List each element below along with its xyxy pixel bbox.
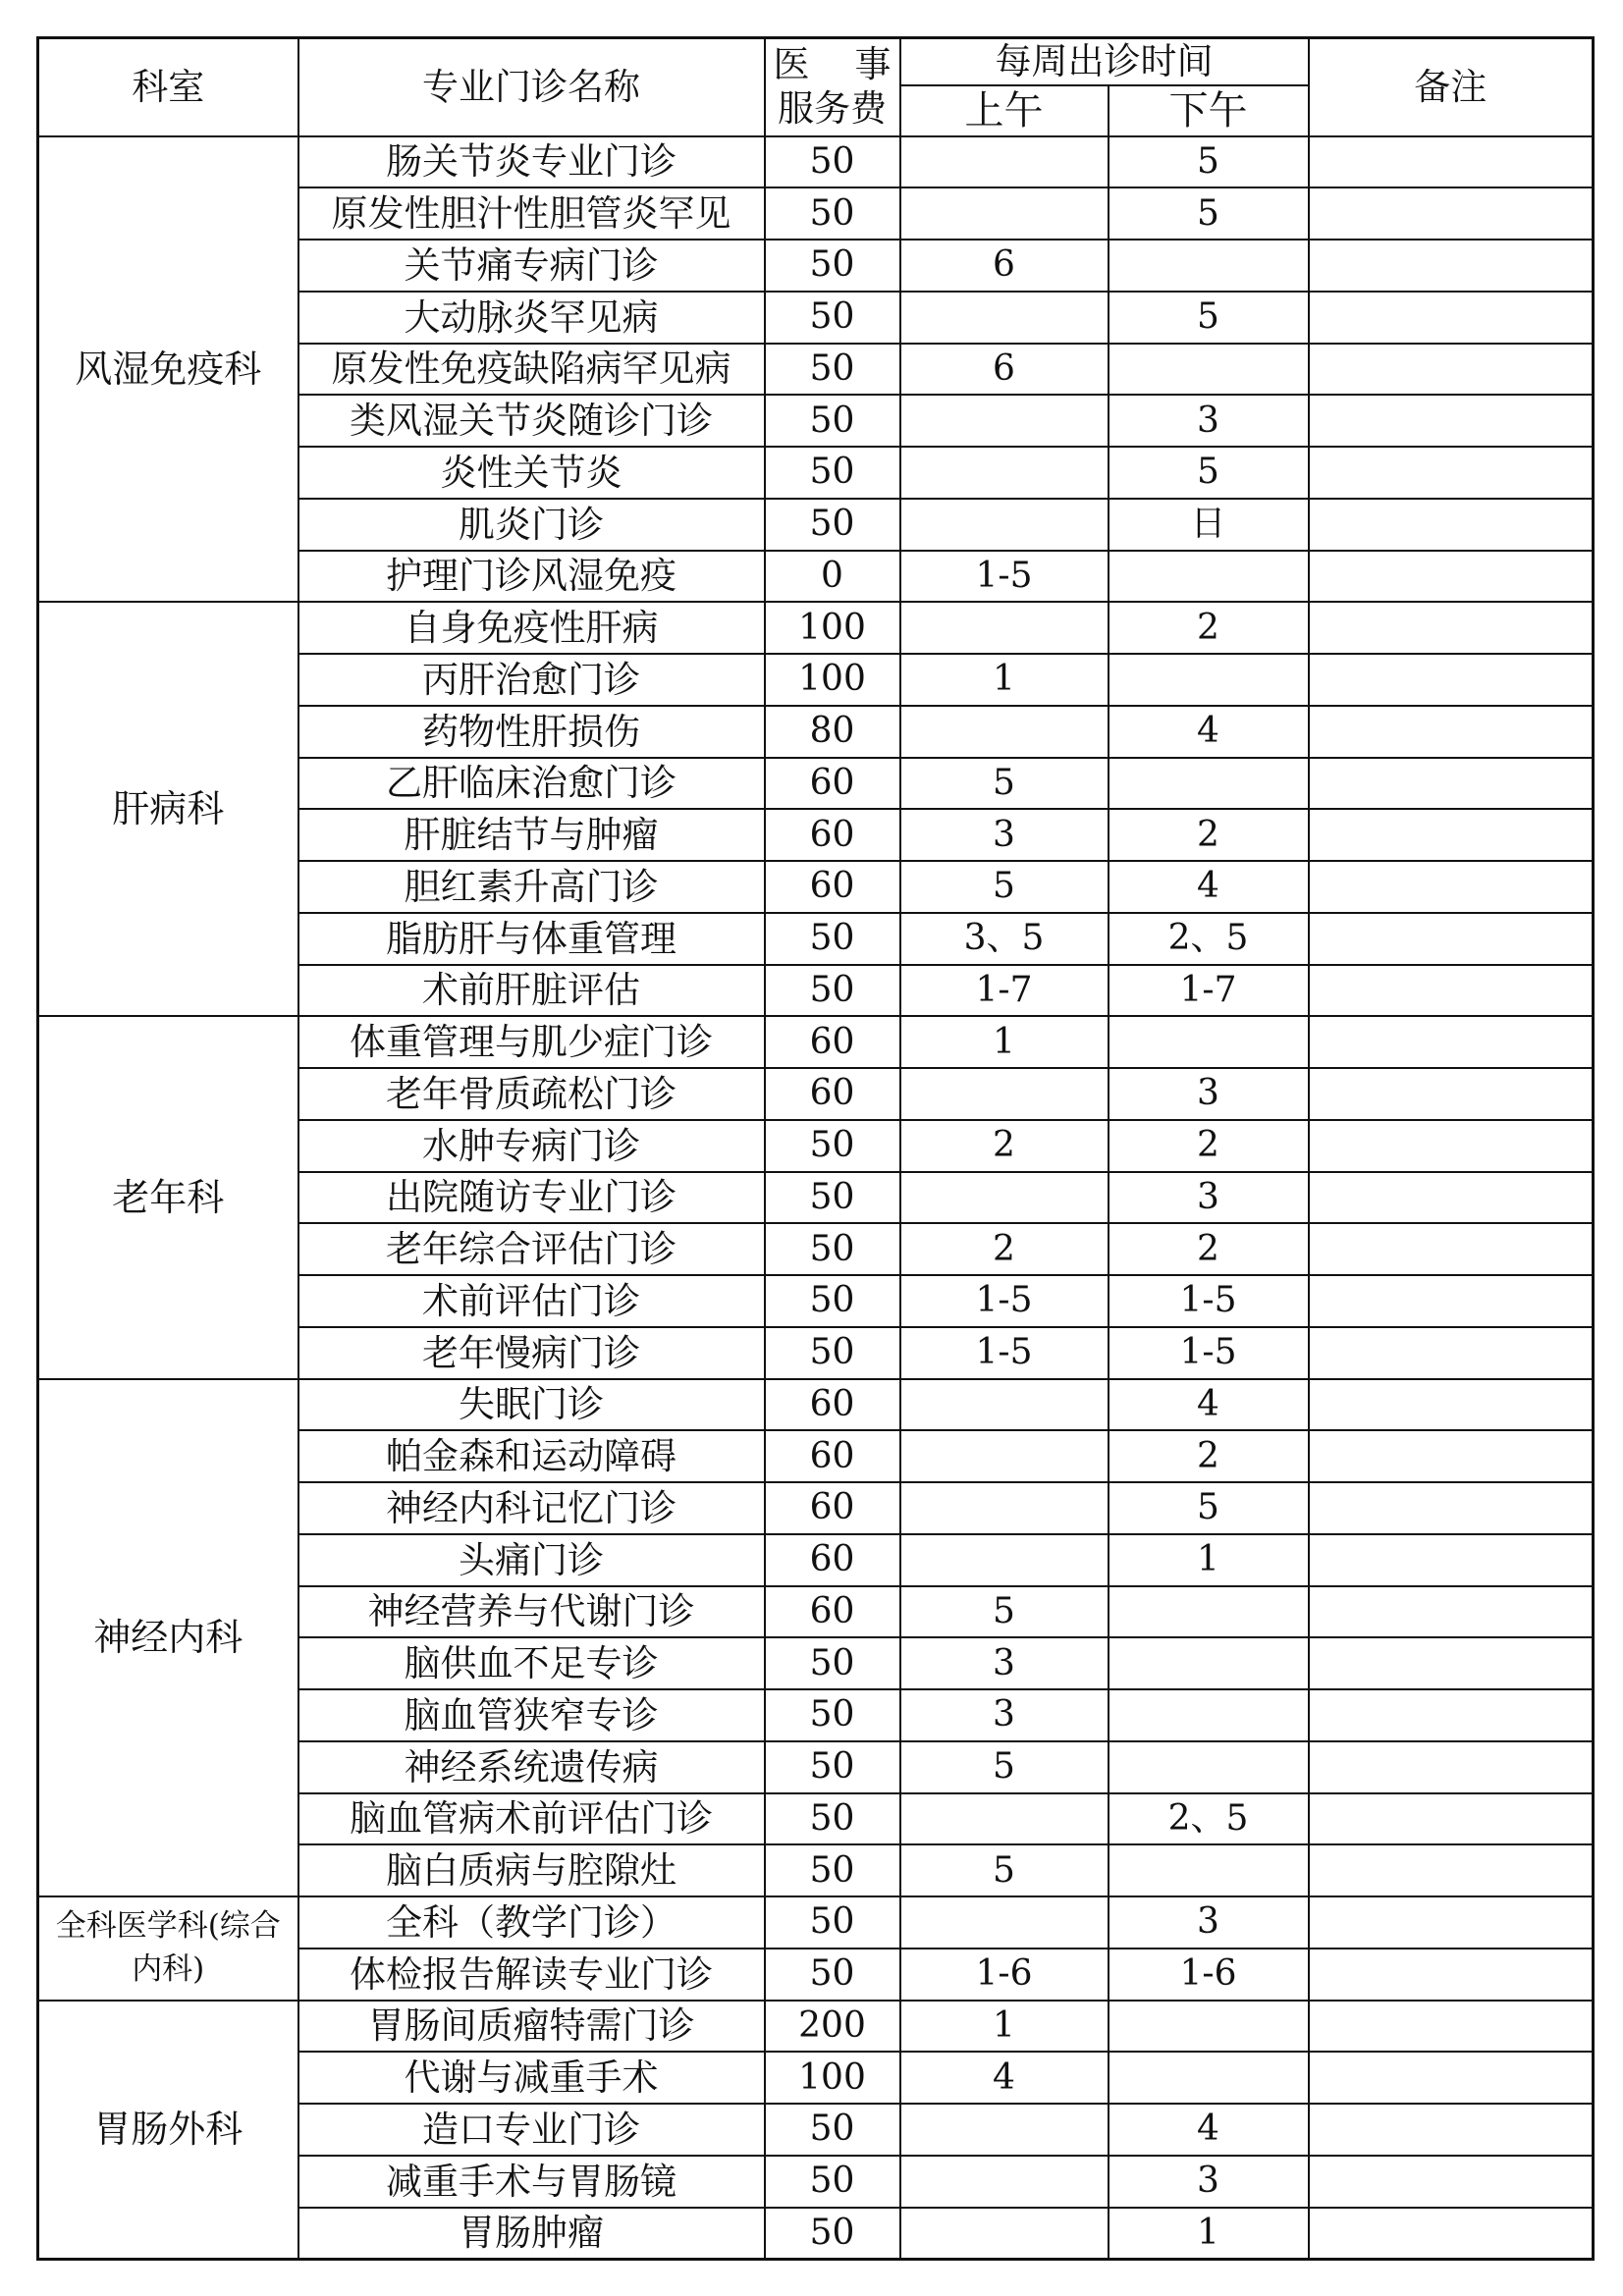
clinic-name-cell: 老年慢病门诊 <box>298 1327 765 1379</box>
clinic-name-cell: 全科（教学门诊） <box>298 1896 765 1949</box>
service-fee-cell: 50 <box>765 1172 900 1224</box>
afternoon-schedule-cell: 2 <box>1109 602 1309 654</box>
morning-schedule-cell: 1-5 <box>900 551 1109 603</box>
note-cell <box>1309 499 1594 551</box>
afternoon-schedule-cell: 2、5 <box>1109 913 1309 965</box>
morning-schedule-cell <box>900 2156 1109 2208</box>
afternoon-schedule-cell <box>1109 1741 1309 1793</box>
header-department: 科室 <box>38 38 298 136</box>
afternoon-schedule-cell: 3 <box>1109 1068 1309 1120</box>
department-cell: 胃肠外科 <box>38 2001 298 2260</box>
note-cell <box>1309 1534 1594 1586</box>
afternoon-schedule-cell: 2 <box>1109 1120 1309 1172</box>
afternoon-schedule-cell: 1 <box>1109 2208 1309 2260</box>
table-row <box>38 1896 1594 1949</box>
note-cell <box>1309 240 1594 292</box>
morning-schedule-cell <box>900 2104 1109 2156</box>
morning-schedule-cell: 1 <box>900 654 1109 706</box>
header-morning: 上午 <box>900 85 1109 136</box>
note-cell <box>1309 1689 1594 1741</box>
note-cell <box>1309 965 1594 1017</box>
morning-schedule-cell <box>900 1896 1109 1949</box>
clinic-schedule-table <box>36 36 1595 2261</box>
note-cell <box>1309 1430 1594 1482</box>
note-cell <box>1309 1379 1594 1431</box>
table-row <box>38 2001 1594 2053</box>
clinic-name-cell: 失眠门诊 <box>298 1379 765 1431</box>
clinic-name-cell: 类风湿关节炎随诊门诊 <box>298 395 765 447</box>
service-fee-cell: 50 <box>765 1637 900 1689</box>
clinic-name-cell: 关节痛专病门诊 <box>298 240 765 292</box>
service-fee-cell: 50 <box>765 1327 900 1379</box>
morning-schedule-cell: 1-5 <box>900 1275 1109 1327</box>
note-cell <box>1309 1016 1594 1068</box>
clinic-name-cell: 胃肠肿瘤 <box>298 2208 765 2260</box>
morning-schedule-cell <box>900 1482 1109 1534</box>
clinic-name-cell: 老年骨质疏松门诊 <box>298 1068 765 1120</box>
note-cell <box>1309 1949 1594 2001</box>
afternoon-schedule-cell: 4 <box>1109 861 1309 913</box>
service-fee-cell: 50 <box>765 1741 900 1793</box>
afternoon-schedule-cell <box>1109 1844 1309 1896</box>
clinic-name-cell: 造口专业门诊 <box>298 2104 765 2156</box>
service-fee-cell: 50 <box>765 1949 900 2001</box>
clinic-name-cell: 大动脉炎罕见病 <box>298 292 765 344</box>
clinic-name-cell: 出院随访专业门诊 <box>298 1172 765 1224</box>
morning-schedule-cell <box>900 1379 1109 1431</box>
clinic-name-cell: 体重管理与肌少症门诊 <box>298 1016 765 1068</box>
morning-schedule-cell: 3 <box>900 1689 1109 1741</box>
note-cell <box>1309 654 1594 706</box>
morning-schedule-cell <box>900 187 1109 240</box>
clinic-name-cell: 老年综合评估门诊 <box>298 1223 765 1275</box>
service-fee-cell: 50 <box>765 1275 900 1327</box>
department-cell: 老年科 <box>38 1016 298 1378</box>
afternoon-schedule-cell: 4 <box>1109 1379 1309 1431</box>
afternoon-schedule-cell: 5 <box>1109 136 1309 188</box>
afternoon-schedule-cell: 1-5 <box>1109 1327 1309 1379</box>
service-fee-cell: 50 <box>765 447 900 499</box>
table-body <box>38 136 1594 2260</box>
morning-schedule-cell: 3 <box>900 1637 1109 1689</box>
afternoon-schedule-cell <box>1109 1016 1309 1068</box>
morning-schedule-cell <box>900 292 1109 344</box>
note-cell <box>1309 1896 1594 1949</box>
note-cell <box>1309 2156 1594 2208</box>
table-row <box>38 136 1594 188</box>
clinic-name-cell: 水肿专病门诊 <box>298 1120 765 1172</box>
afternoon-schedule-cell: 3 <box>1109 1896 1309 1949</box>
service-fee-cell: 50 <box>765 2156 900 2208</box>
note-cell <box>1309 913 1594 965</box>
morning-schedule-cell <box>900 1172 1109 1224</box>
afternoon-schedule-cell <box>1109 758 1309 810</box>
clinic-name-cell: 神经营养与代谢门诊 <box>298 1586 765 1638</box>
service-fee-cell: 60 <box>765 758 900 810</box>
service-fee-cell: 80 <box>765 706 900 758</box>
note-cell <box>1309 1793 1594 1845</box>
afternoon-schedule-cell: 3 <box>1109 2156 1309 2208</box>
service-fee-cell: 60 <box>765 1482 900 1534</box>
clinic-name-cell: 原发性免疫缺陷病罕见病 <box>298 344 765 396</box>
note-cell <box>1309 1586 1594 1638</box>
service-fee-cell: 50 <box>765 136 900 188</box>
clinic-name-cell: 胆红素升高门诊 <box>298 861 765 913</box>
clinic-name-cell: 帕金森和运动障碍 <box>298 1430 765 1482</box>
header-fee-line2: 服务费 <box>778 86 887 130</box>
afternoon-schedule-cell <box>1109 344 1309 396</box>
service-fee-cell: 50 <box>765 2208 900 2260</box>
note-cell <box>1309 2001 1594 2053</box>
service-fee-cell: 50 <box>765 1844 900 1896</box>
service-fee-cell: 50 <box>765 1223 900 1275</box>
department-cell: 全科医学科(综合内科) <box>38 1896 298 2001</box>
afternoon-schedule-cell <box>1109 2052 1309 2104</box>
afternoon-schedule-cell: 2、5 <box>1109 1793 1309 1845</box>
header-clinic-name: 专业门诊名称 <box>298 38 765 136</box>
afternoon-schedule-cell <box>1109 1637 1309 1689</box>
afternoon-schedule-cell: 5 <box>1109 447 1309 499</box>
afternoon-schedule-cell: 2 <box>1109 1223 1309 1275</box>
afternoon-schedule-cell: 日 <box>1109 499 1309 551</box>
clinic-name-cell: 药物性肝损伤 <box>298 706 765 758</box>
service-fee-cell: 50 <box>765 913 900 965</box>
clinic-name-cell: 减重手术与胃肠镜 <box>298 2156 765 2208</box>
morning-schedule-cell: 1-5 <box>900 1327 1109 1379</box>
clinic-name-cell: 脑血管病术前评估门诊 <box>298 1793 765 1845</box>
morning-schedule-cell <box>900 1430 1109 1482</box>
table-header <box>38 38 1594 136</box>
service-fee-cell: 60 <box>765 1430 900 1482</box>
clinic-name-cell: 护理门诊风湿免疫 <box>298 551 765 603</box>
service-fee-cell: 50 <box>765 1689 900 1741</box>
header-weekly-schedule: 每周出诊时间 <box>900 38 1309 85</box>
table-row <box>38 602 1594 654</box>
note-cell <box>1309 551 1594 603</box>
service-fee-cell: 100 <box>765 2052 900 2104</box>
header-fee-line1: 医 事 <box>773 43 892 86</box>
note-cell <box>1309 758 1594 810</box>
clinic-name-cell: 肠关节炎专业门诊 <box>298 136 765 188</box>
morning-schedule-cell: 6 <box>900 240 1109 292</box>
service-fee-cell: 50 <box>765 965 900 1017</box>
morning-schedule-cell <box>900 1068 1109 1120</box>
clinic-name-cell: 丙肝治愈门诊 <box>298 654 765 706</box>
morning-schedule-cell: 5 <box>900 1844 1109 1896</box>
service-fee-cell: 60 <box>765 1016 900 1068</box>
afternoon-schedule-cell: 1-7 <box>1109 965 1309 1017</box>
clinic-name-cell: 脑白质病与腔隙灶 <box>298 1844 765 1896</box>
clinic-name-cell: 脂肪肝与体重管理 <box>298 913 765 965</box>
afternoon-schedule-cell: 5 <box>1109 292 1309 344</box>
afternoon-schedule-cell: 4 <box>1109 706 1309 758</box>
afternoon-schedule-cell <box>1109 1689 1309 1741</box>
service-fee-cell: 60 <box>765 861 900 913</box>
note-cell <box>1309 344 1594 396</box>
note-cell <box>1309 2104 1594 2156</box>
note-cell <box>1309 187 1594 240</box>
afternoon-schedule-cell <box>1109 551 1309 603</box>
service-fee-cell: 50 <box>765 187 900 240</box>
service-fee-cell: 50 <box>765 2104 900 2156</box>
note-cell <box>1309 1741 1594 1793</box>
note-cell <box>1309 292 1594 344</box>
afternoon-schedule-cell: 3 <box>1109 395 1309 447</box>
clinic-name-cell: 肝脏结节与肿瘤 <box>298 809 765 861</box>
morning-schedule-cell: 1-7 <box>900 965 1109 1017</box>
table-row <box>38 1379 1594 1431</box>
service-fee-cell: 50 <box>765 240 900 292</box>
clinic-name-cell: 神经系统遗传病 <box>298 1741 765 1793</box>
service-fee-cell: 60 <box>765 1534 900 1586</box>
morning-schedule-cell <box>900 706 1109 758</box>
note-cell <box>1309 809 1594 861</box>
note-cell <box>1309 2208 1594 2260</box>
afternoon-schedule-cell: 1 <box>1109 1534 1309 1586</box>
morning-schedule-cell: 1-6 <box>900 1949 1109 2001</box>
morning-schedule-cell: 1 <box>900 1016 1109 1068</box>
morning-schedule-cell <box>900 1534 1109 1586</box>
service-fee-cell: 100 <box>765 602 900 654</box>
note-cell <box>1309 706 1594 758</box>
afternoon-schedule-cell <box>1109 1586 1309 1638</box>
header-afternoon: 下午 <box>1109 85 1309 136</box>
afternoon-schedule-cell: 1-5 <box>1109 1275 1309 1327</box>
note-cell <box>1309 861 1594 913</box>
morning-schedule-cell: 2 <box>900 1120 1109 1172</box>
morning-schedule-cell <box>900 499 1109 551</box>
table-row <box>38 1016 1594 1068</box>
clinic-name-cell: 脑血管狭窄专诊 <box>298 1689 765 1741</box>
afternoon-schedule-cell: 4 <box>1109 2104 1309 2156</box>
clinic-name-cell: 代谢与减重手术 <box>298 2052 765 2104</box>
service-fee-cell: 60 <box>765 1586 900 1638</box>
afternoon-schedule-cell <box>1109 240 1309 292</box>
clinic-name-cell: 炎性关节炎 <box>298 447 765 499</box>
service-fee-cell: 100 <box>765 654 900 706</box>
clinic-name-cell: 脑供血不足专诊 <box>298 1637 765 1689</box>
afternoon-schedule-cell: 5 <box>1109 1482 1309 1534</box>
service-fee-cell: 200 <box>765 2001 900 2053</box>
clinic-name-cell: 自身免疫性肝病 <box>298 602 765 654</box>
clinic-name-cell: 肌炎门诊 <box>298 499 765 551</box>
afternoon-schedule-cell: 2 <box>1109 1430 1309 1482</box>
morning-schedule-cell <box>900 602 1109 654</box>
note-cell <box>1309 1482 1594 1534</box>
department-cell: 神经内科 <box>38 1379 298 1897</box>
service-fee-cell: 60 <box>765 809 900 861</box>
note-cell <box>1309 447 1594 499</box>
note-cell <box>1309 2052 1594 2104</box>
clinic-name-cell: 乙肝临床治愈门诊 <box>298 758 765 810</box>
header-notes: 备注 <box>1309 38 1594 136</box>
morning-schedule-cell <box>900 2208 1109 2260</box>
service-fee-cell: 50 <box>765 395 900 447</box>
morning-schedule-cell <box>900 1793 1109 1845</box>
morning-schedule-cell: 5 <box>900 758 1109 810</box>
note-cell <box>1309 1223 1594 1275</box>
service-fee-cell: 50 <box>765 499 900 551</box>
note-cell <box>1309 395 1594 447</box>
morning-schedule-cell: 3 <box>900 809 1109 861</box>
clinic-name-cell: 体检报告解读专业门诊 <box>298 1949 765 2001</box>
morning-schedule-cell: 3、5 <box>900 913 1109 965</box>
note-cell <box>1309 1275 1594 1327</box>
service-fee-cell: 50 <box>765 1793 900 1845</box>
afternoon-schedule-cell <box>1109 654 1309 706</box>
morning-schedule-cell <box>900 447 1109 499</box>
note-cell <box>1309 1120 1594 1172</box>
service-fee-cell: 0 <box>765 551 900 603</box>
morning-schedule-cell: 5 <box>900 861 1109 913</box>
morning-schedule-cell: 5 <box>900 1586 1109 1638</box>
afternoon-schedule-cell: 5 <box>1109 187 1309 240</box>
morning-schedule-cell: 4 <box>900 2052 1109 2104</box>
morning-schedule-cell: 5 <box>900 1741 1109 1793</box>
service-fee-cell: 50 <box>765 292 900 344</box>
clinic-name-cell: 胃肠间质瘤特需门诊 <box>298 2001 765 2053</box>
clinic-name-cell: 神经内科记忆门诊 <box>298 1482 765 1534</box>
note-cell <box>1309 136 1594 188</box>
department-cell: 肝病科 <box>38 602 298 1016</box>
note-cell <box>1309 1172 1594 1224</box>
morning-schedule-cell: 1 <box>900 2001 1109 2053</box>
clinic-name-cell: 头痛门诊 <box>298 1534 765 1586</box>
service-fee-cell: 50 <box>765 344 900 396</box>
note-cell <box>1309 1844 1594 1896</box>
note-cell <box>1309 1327 1594 1379</box>
service-fee-cell: 50 <box>765 1120 900 1172</box>
service-fee-cell: 60 <box>765 1068 900 1120</box>
morning-schedule-cell <box>900 395 1109 447</box>
afternoon-schedule-cell: 1-6 <box>1109 1949 1309 2001</box>
clinic-name-cell: 术前评估门诊 <box>298 1275 765 1327</box>
afternoon-schedule-cell: 2 <box>1109 809 1309 861</box>
header-service-fee <box>765 38 900 136</box>
clinic-name-cell: 原发性胆汁性胆管炎罕见 <box>298 187 765 240</box>
afternoon-schedule-cell: 3 <box>1109 1172 1309 1224</box>
note-cell <box>1309 1068 1594 1120</box>
note-cell <box>1309 1637 1594 1689</box>
morning-schedule-cell <box>900 136 1109 188</box>
service-fee-cell: 50 <box>765 1896 900 1949</box>
clinic-name-cell: 术前肝脏评估 <box>298 965 765 1017</box>
morning-schedule-cell: 6 <box>900 344 1109 396</box>
note-cell <box>1309 602 1594 654</box>
department-cell: 风湿免疫科 <box>38 136 298 603</box>
afternoon-schedule-cell <box>1109 2001 1309 2053</box>
morning-schedule-cell: 2 <box>900 1223 1109 1275</box>
service-fee-cell: 60 <box>765 1379 900 1431</box>
